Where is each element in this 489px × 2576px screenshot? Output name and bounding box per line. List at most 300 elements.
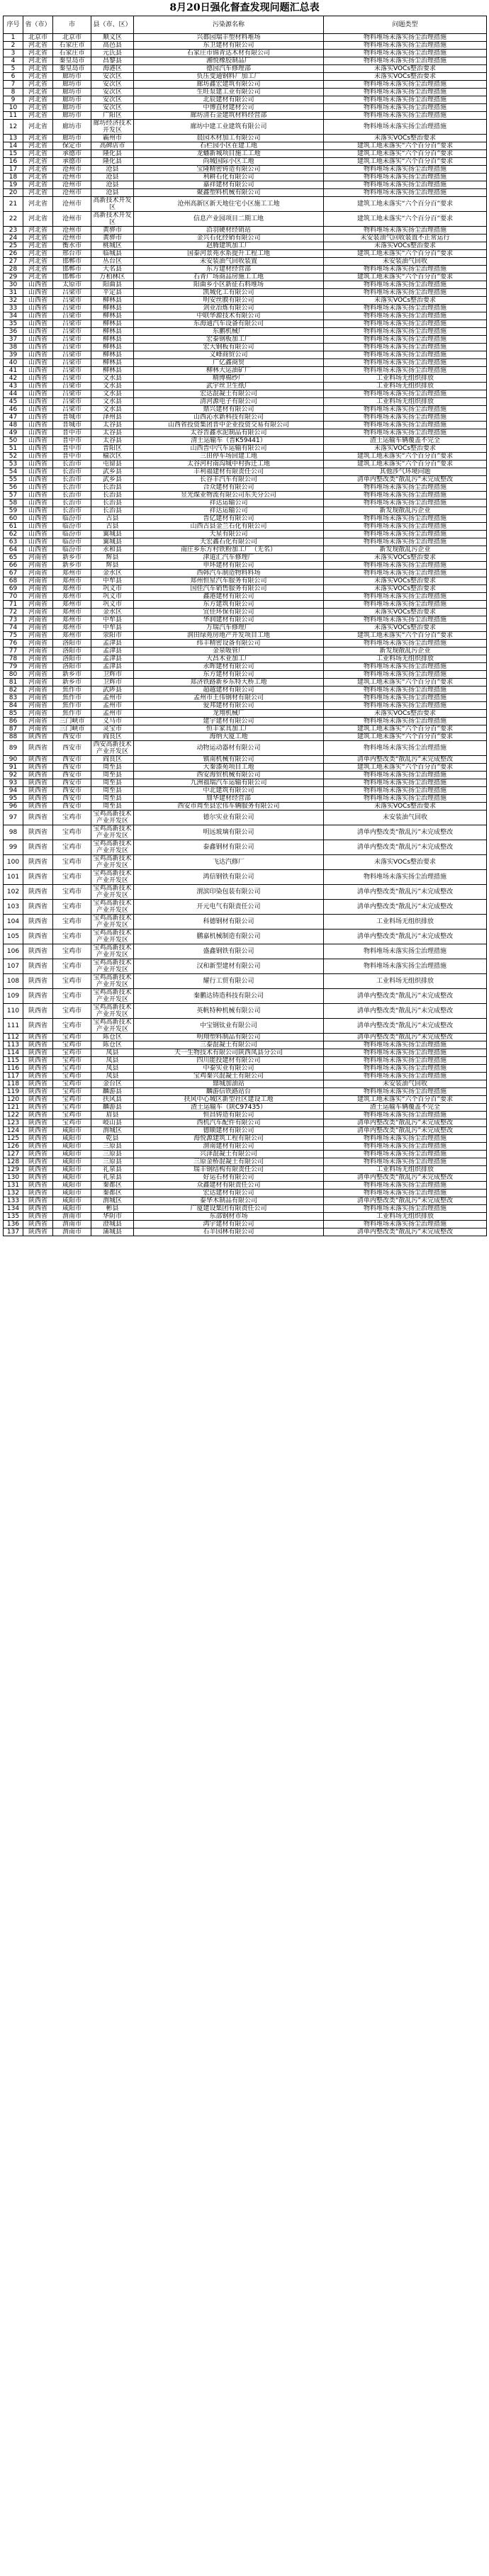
row-index: 91 <box>4 764 23 772</box>
row-index: 85 <box>4 710 23 718</box>
row-index: 12 <box>4 120 23 135</box>
row-index: 38 <box>4 344 23 351</box>
county-cell: 阎良区 <box>91 733 134 741</box>
city-cell: 石家庄市 <box>53 42 91 50</box>
table-row <box>4 507 487 515</box>
pollution-source-cell: 海悦源建筑工程有限公司 <box>134 1135 324 1143</box>
table-row <box>4 422 487 429</box>
row-index: 126 <box>4 1143 23 1151</box>
province-cell: 山西省 <box>23 437 53 445</box>
table-row <box>4 1205 487 1213</box>
city-cell: 廊坊市 <box>53 112 91 120</box>
province-cell: 河南省 <box>23 687 53 694</box>
pollution-source-cell: 石栏园小区在建工地 <box>134 142 324 150</box>
row-index: 83 <box>4 694 23 702</box>
city-cell: 沧州市 <box>53 197 91 212</box>
row-index: 43 <box>4 383 23 390</box>
city-cell: 吕梁市 <box>53 383 91 390</box>
city-cell: 郑州市 <box>53 601 91 609</box>
province-cell: 山西省 <box>23 312 53 320</box>
pollution-source-cell: 东鹏机械厂 <box>134 328 324 336</box>
header-province: 省（市） <box>23 16 53 34</box>
table-row <box>4 648 487 655</box>
table-row <box>4 250 487 258</box>
city-cell: 西安市 <box>53 787 91 795</box>
table-row <box>4 289 487 297</box>
city-cell: 廊坊市 <box>53 73 91 81</box>
pollution-source-cell: 南庄乡东方村铁粉加工厂（无名） <box>134 546 324 554</box>
problem-type-cell: 物料堆场未落实扬尘治理措施 <box>324 89 487 96</box>
table-row <box>4 733 487 741</box>
province-cell: 河北省 <box>23 181 53 189</box>
row-index: 46 <box>4 406 23 414</box>
problem-type-cell: 物料堆场未落实扬尘治理措施 <box>324 795 487 803</box>
problem-type-cell: 物料堆场未落实扬尘治理措施 <box>324 741 487 756</box>
county-cell: 宝鸡高新技术产业开发区 <box>91 930 134 944</box>
province-cell: 陕西省 <box>23 803 53 810</box>
table-row <box>4 593 487 601</box>
province-cell: 陕西省 <box>23 944 53 959</box>
problem-type-cell: 物料堆场未落实扬尘治理措施 <box>324 1135 487 1143</box>
county-cell: 屯留县 <box>91 461 134 468</box>
province-cell: 河北省 <box>23 227 53 235</box>
row-index: 25 <box>4 242 23 250</box>
province-cell: 河南省 <box>23 640 53 648</box>
city-cell: 郑州市 <box>53 577 91 585</box>
row-index: 40 <box>4 359 23 367</box>
pollution-source-cell: 兴泽混凝土有限公司 <box>134 1151 324 1158</box>
pollution-source-cell: 鼎华建材经营部 <box>134 795 324 803</box>
city-cell: 宝鸡市 <box>53 1034 91 1041</box>
province-cell: 陕西省 <box>23 870 53 885</box>
city-cell: 长治市 <box>53 492 91 499</box>
pollution-source-cell: 丰利福建材有限责任公司 <box>134 468 324 476</box>
city-cell: 宝鸡市 <box>53 915 91 930</box>
province-cell: 山西省 <box>23 476 53 484</box>
table-row <box>4 273 487 281</box>
row-index: 6 <box>4 73 23 81</box>
city-cell: 宝鸡市 <box>53 1019 91 1034</box>
problem-type-cell: 清单内整改类“散乱污”未完成整改 <box>324 1004 487 1019</box>
table-row <box>4 787 487 795</box>
pollution-source-cell: 华润建材有限公司 <box>134 616 324 624</box>
pollution-source-cell: 海纳大厦工地 <box>134 733 324 741</box>
row-index: 9 <box>4 96 23 104</box>
problem-type-cell: 未落实VOCs整治要求 <box>324 585 487 593</box>
problem-type-cell: 物料堆场未落实扬尘治理措施 <box>324 1190 487 1197</box>
province-cell: 河北省 <box>23 189 53 197</box>
province-cell: 河北省 <box>23 197 53 212</box>
pollution-source-cell: 明安丝膜有限公司 <box>134 297 324 305</box>
province-cell: 山西省 <box>23 344 53 351</box>
row-index: 19 <box>4 181 23 189</box>
problem-type-cell: 物料堆场未落实扬尘治理措施 <box>324 422 487 429</box>
county-cell: 霸州市 <box>91 135 134 142</box>
row-index: 23 <box>4 227 23 235</box>
table-row <box>4 870 487 885</box>
county-cell: 西安高新技术产业开发区 <box>91 741 134 756</box>
pollution-source-cell: 广厦建设集团有限责任公司 <box>134 1205 324 1213</box>
county-cell: 榆次区 <box>91 453 134 461</box>
province-cell: 河南省 <box>23 648 53 655</box>
table-row <box>4 336 487 344</box>
row-index: 68 <box>4 577 23 585</box>
county-cell: 高新技术开发区 <box>91 212 134 227</box>
table-row <box>4 741 487 756</box>
county-cell: 万柏林区 <box>91 273 134 281</box>
table-row <box>4 227 487 235</box>
row-index: 31 <box>4 289 23 297</box>
pollution-source-cell: 中宝钢钛业有限公司 <box>134 1019 324 1034</box>
city-cell: 廊坊市 <box>53 89 91 96</box>
row-index: 130 <box>4 1174 23 1182</box>
problem-type-cell: 物料堆场未落实扬尘治理措施 <box>324 959 487 974</box>
province-cell: 陕西省 <box>23 1228 53 1236</box>
problem-type-cell: 物料堆场未落实扬尘治理措施 <box>324 1041 487 1049</box>
row-index: 49 <box>4 429 23 437</box>
city-cell: 西安市 <box>53 779 91 787</box>
table-row <box>4 546 487 554</box>
row-index: 14 <box>4 142 23 150</box>
city-cell: 宝鸡市 <box>53 1004 91 1019</box>
row-index: 112 <box>4 1034 23 1041</box>
problem-type-cell: 物料堆场未落实扬尘治理措施 <box>324 601 487 609</box>
table-row <box>4 367 487 375</box>
table-row <box>4 65 487 73</box>
table-row <box>4 344 487 351</box>
pollution-source-cell: 廊坊清石金建筑材料经营部 <box>134 112 324 120</box>
city-cell: 长治市 <box>53 476 91 484</box>
pollution-source-cell: 九洲福瑞汽车运输有限公司 <box>134 779 324 787</box>
problem-type-cell: 清单内整改类“散乱污”未完成整改 <box>324 1119 487 1127</box>
pollution-source-cell: 渣土运输车（陕C97435） <box>134 1104 324 1112</box>
problem-type-cell: 工业料场无组织排放 <box>324 655 487 663</box>
row-index: 42 <box>4 375 23 383</box>
problem-type-cell: 物料堆场未落实扬尘治理措施 <box>324 523 487 531</box>
county-cell: 秦都区 <box>91 1182 134 1190</box>
city-cell: 沧州市 <box>53 235 91 242</box>
county-cell: 晋阳区 <box>91 445 134 453</box>
county-cell: 柳林县 <box>91 297 134 305</box>
county-cell: 金水区 <box>91 609 134 616</box>
problem-type-cell: 物料堆场未落实扬尘治理措施 <box>324 1158 487 1166</box>
city-cell: 郑州市 <box>53 616 91 624</box>
table-row <box>4 1174 487 1182</box>
pollution-source-cell: 扶风中心城区新型社区建设工地 <box>134 1096 324 1104</box>
province-cell: 河北省 <box>23 242 53 250</box>
table-row <box>4 989 487 1004</box>
county-cell: 巩义市 <box>91 585 134 593</box>
county-cell: 昌黎县 <box>91 57 134 65</box>
row-index: 66 <box>4 562 23 570</box>
problem-type-cell: 物料堆场未落实扬尘治理措施 <box>324 1205 487 1213</box>
pollution-source-cell: 石青广场商品房施工工地 <box>134 273 324 281</box>
province-cell: 陕西省 <box>23 840 53 855</box>
table-row <box>4 34 487 42</box>
pollution-source-cell: 明翔塑料制品有限公司 <box>134 1034 324 1041</box>
pollution-source-cell: 镇南机械有限公司 <box>134 756 324 764</box>
province-cell: 河北省 <box>23 235 53 242</box>
county-cell: 武乡县 <box>91 468 134 476</box>
table-row <box>4 150 487 158</box>
county-cell: 孟州市 <box>91 702 134 710</box>
problem-type-cell: 渣土运输车辆覆盖不完全 <box>324 1104 487 1112</box>
city-cell: 邯郸市 <box>53 258 91 266</box>
problem-type-cell: 物料堆场未落实扬尘治理措施 <box>324 359 487 367</box>
city-cell: 焦作市 <box>53 702 91 710</box>
province-cell: 山西省 <box>23 445 53 453</box>
problem-type-cell: 未安装油气回收 <box>324 1080 487 1088</box>
city-cell: 咸阳市 <box>53 1197 91 1205</box>
county-cell: 柳林县 <box>91 312 134 320</box>
county-cell: 礼泉县 <box>91 1166 134 1174</box>
province-cell: 陕西省 <box>23 1205 53 1213</box>
province-cell: 河北省 <box>23 112 53 120</box>
pollution-source-cell: 泰华木制品有限公司 <box>134 1197 324 1205</box>
row-index: 13 <box>4 135 23 142</box>
pollution-source-cell: 凯城化工有限公司 <box>134 289 324 297</box>
row-index: 47 <box>4 414 23 422</box>
city-cell: 咸阳市 <box>53 1190 91 1197</box>
table-row <box>4 1166 487 1174</box>
table-row <box>4 174 487 181</box>
county-cell: 宝鸡高新技术产业开发区 <box>91 1019 134 1034</box>
province-cell: 陕西省 <box>23 1057 53 1065</box>
row-index: 21 <box>4 197 23 212</box>
city-cell: 渭南市 <box>53 1228 91 1236</box>
problem-type-cell: 清单内整改类“散乱污”未完成整改 <box>324 989 487 1004</box>
row-index: 93 <box>4 779 23 787</box>
county-cell: 凤县 <box>91 1057 134 1065</box>
pollution-source-cell: 武宇丝卫生纸厂 <box>134 383 324 390</box>
pollution-source-cell: 西机汽车配件有限公司 <box>134 1119 324 1127</box>
city-cell: 宝鸡市 <box>53 989 91 1004</box>
problem-type-cell: 工业料场无组织排放 <box>324 915 487 930</box>
table-row <box>4 1034 487 1041</box>
row-index: 103 <box>4 900 23 915</box>
city-cell: 沧州市 <box>53 174 91 181</box>
pollution-source-cell: 金兴石化经销有限公司 <box>134 235 324 242</box>
province-cell: 河北省 <box>23 266 53 273</box>
row-index: 131 <box>4 1182 23 1190</box>
row-index: 135 <box>4 1213 23 1221</box>
row-index: 129 <box>4 1166 23 1174</box>
pollution-source-cell: 生旺泵建工业有限公司 <box>134 89 324 96</box>
row-index: 24 <box>4 235 23 242</box>
province-cell: 山西省 <box>23 468 53 476</box>
table-row <box>4 492 487 499</box>
row-index: 94 <box>4 787 23 795</box>
province-cell: 陕西省 <box>23 810 53 825</box>
county-cell: 陈仓区 <box>91 1041 134 1049</box>
county-cell: 凤县 <box>91 1049 134 1057</box>
row-index: 108 <box>4 974 23 989</box>
pollution-source-cell: 明远玻璃有限公司 <box>134 825 324 840</box>
province-cell: 陕西省 <box>23 974 53 989</box>
problem-type-cell: 未落实VOCs整治要求 <box>324 445 487 453</box>
city-cell: 宝鸡市 <box>53 974 91 989</box>
city-cell: 三门峡市 <box>53 718 91 725</box>
province-cell: 山西省 <box>23 492 53 499</box>
province-cell: 河南省 <box>23 679 53 687</box>
county-cell: 柳林县 <box>91 367 134 375</box>
pollution-source-cell: 四川能投建材有限公司 <box>134 1057 324 1065</box>
county-cell: 沧县 <box>91 181 134 189</box>
province-cell: 陕西省 <box>23 1127 53 1135</box>
province-cell: 山西省 <box>23 336 53 344</box>
table-row <box>4 297 487 305</box>
table-row <box>4 523 487 531</box>
city-cell: 宝鸡市 <box>53 1112 91 1119</box>
problem-type-cell: 建筑工地未落实“六个百分百”要求 <box>324 1096 487 1104</box>
city-cell: 宝鸡市 <box>53 885 91 900</box>
city-cell: 长治市 <box>53 461 91 468</box>
city-cell: 晋中市 <box>53 437 91 445</box>
province-cell: 陕西省 <box>23 1073 53 1080</box>
row-index: 75 <box>4 632 23 640</box>
row-index: 41 <box>4 367 23 375</box>
province-cell: 河南省 <box>23 663 53 671</box>
province-cell: 陕西省 <box>23 779 53 787</box>
pollution-source-cell: 精博棉纱厂 <box>134 375 324 383</box>
county-cell: 麟游县 <box>91 1104 134 1112</box>
table-row <box>4 1158 487 1166</box>
county-cell: 元氏县 <box>91 50 134 57</box>
table-row <box>4 1190 487 1197</box>
county-cell: 安次区 <box>91 96 134 104</box>
city-cell: 沧州市 <box>53 181 91 189</box>
problem-type-cell: 清单内整改类“散乱污”未完成整改 <box>324 900 487 915</box>
row-index: 102 <box>4 885 23 900</box>
county-cell: 阎良区 <box>91 756 134 764</box>
city-cell: 吕梁市 <box>53 328 91 336</box>
table-row <box>4 484 487 492</box>
province-cell: 河北省 <box>23 150 53 158</box>
problem-type-cell: 未落实VOCs整治要求 <box>324 855 487 870</box>
city-cell: 咸阳市 <box>53 1182 91 1190</box>
county-cell: 文水县 <box>91 375 134 383</box>
row-index: 59 <box>4 507 23 515</box>
pollution-source-cell: 耀行工贸有限公司 <box>134 974 324 989</box>
city-cell: 石家庄市 <box>53 50 91 57</box>
county-cell: 安次区 <box>91 89 134 96</box>
problem-type-cell: 工业料场无组织排放 <box>324 398 487 406</box>
problem-type-cell: 物料堆场未落实扬尘治理措施 <box>324 289 487 297</box>
city-cell: 吕梁市 <box>53 359 91 367</box>
pollution-source-cell: 众鑫建材有限责任公司 <box>134 1182 324 1190</box>
row-index: 16 <box>4 158 23 166</box>
problem-type-cell: 未落实VOCs整治要求 <box>324 297 487 305</box>
row-index: 113 <box>4 1041 23 1049</box>
problem-type-cell: 物料堆场未落实扬尘治理措施 <box>324 42 487 50</box>
table-row <box>4 96 487 104</box>
row-index: 110 <box>4 1004 23 1019</box>
pollution-source-cell: 中北建筑有限公司 <box>134 787 324 795</box>
county-cell: 孟津县 <box>91 640 134 648</box>
province-cell: 山西省 <box>23 523 53 531</box>
pollution-source-cell: 瑞丰钢结构有限责任公司 <box>134 1166 324 1174</box>
row-index: 58 <box>4 499 23 507</box>
county-cell: 古县 <box>91 515 134 523</box>
row-index: 81 <box>4 679 23 687</box>
pollution-source-cell: 湘悦橡胶制品厂 <box>134 57 324 65</box>
problem-type-cell: 物料堆场未落实扬尘治理措施 <box>324 787 487 795</box>
pollution-source-cell: 永晖建材有限公司 <box>134 663 324 671</box>
row-index: 123 <box>4 1119 23 1127</box>
row-index: 79 <box>4 663 23 671</box>
province-cell: 陕西省 <box>23 772 53 779</box>
city-cell: 吕梁市 <box>53 305 91 312</box>
problem-type-cell: 未落实VOCs整治要求 <box>324 577 487 585</box>
table-row <box>4 655 487 663</box>
row-index: 37 <box>4 336 23 344</box>
table-row <box>4 468 487 476</box>
row-index: 17 <box>4 166 23 174</box>
city-cell: 临汾市 <box>53 531 91 538</box>
province-cell: 陕西省 <box>23 756 53 764</box>
province-cell: 山西省 <box>23 414 53 422</box>
county-cell: 宝鸡高新技术产业开发区 <box>91 870 134 885</box>
county-cell: 太谷县 <box>91 429 134 437</box>
table-row <box>4 959 487 974</box>
row-index: 107 <box>4 959 23 974</box>
city-cell: 郑州市 <box>53 624 91 632</box>
pollution-source-cell: 阳曲乡小区新征石料堆场 <box>134 281 324 289</box>
table-row <box>4 601 487 609</box>
row-index: 105 <box>4 930 23 944</box>
table-header-row <box>4 16 487 34</box>
province-cell: 陕西省 <box>23 1104 53 1112</box>
city-cell: 咸阳市 <box>53 1151 91 1158</box>
province-cell: 河南省 <box>23 570 53 577</box>
province-cell: 河南省 <box>23 577 53 585</box>
county-cell: 文水县 <box>91 406 134 414</box>
county-cell: 宝鸡高新技术产业开发区 <box>91 959 134 974</box>
row-index: 127 <box>4 1151 23 1158</box>
table-row <box>4 461 487 468</box>
county-cell: 海港区 <box>91 65 134 73</box>
province-cell: 河北省 <box>23 57 53 65</box>
city-cell: 西安市 <box>53 741 91 756</box>
table-row <box>4 242 487 250</box>
city-cell: 咸阳市 <box>53 1127 91 1135</box>
province-cell: 陕西省 <box>23 1151 53 1158</box>
problem-type-cell: 物料堆场未落实扬尘治理措施 <box>324 870 487 885</box>
row-index: 26 <box>4 250 23 258</box>
problem-type-cell: 物料堆场未落实扬尘治理措施 <box>324 593 487 601</box>
province-cell: 河南省 <box>23 562 53 570</box>
province-cell: 陕西省 <box>23 1190 53 1197</box>
table-row <box>4 562 487 570</box>
city-cell: 吕梁市 <box>53 312 91 320</box>
problem-type-cell: 清单内整改类“散乱污”未完成整改 <box>324 825 487 840</box>
city-cell: 宝鸡市 <box>53 1096 91 1104</box>
city-cell: 宝鸡市 <box>53 810 91 825</box>
province-cell: 陕西省 <box>23 1213 53 1221</box>
pollution-source-cell: 太谷河村南沟城中村拆迁工地 <box>134 461 324 468</box>
pollution-source-cell: 中泰实业有限公司 <box>134 1065 324 1073</box>
table-row <box>4 1049 487 1057</box>
problem-type-cell: 物料堆场未落实扬尘治理措施 <box>324 671 487 679</box>
county-cell: 沧县 <box>91 174 134 181</box>
city-cell: 衡水市 <box>53 242 91 250</box>
row-index: 111 <box>4 1019 23 1034</box>
row-index: 1 <box>4 34 23 42</box>
row-index: 69 <box>4 585 23 593</box>
problem-type-cell: 物料堆场未落实扬尘治理措施 <box>324 57 487 65</box>
table-row <box>4 57 487 65</box>
problem-type-cell: 清单内整改类“散乱污”未完成整改 <box>324 840 487 855</box>
